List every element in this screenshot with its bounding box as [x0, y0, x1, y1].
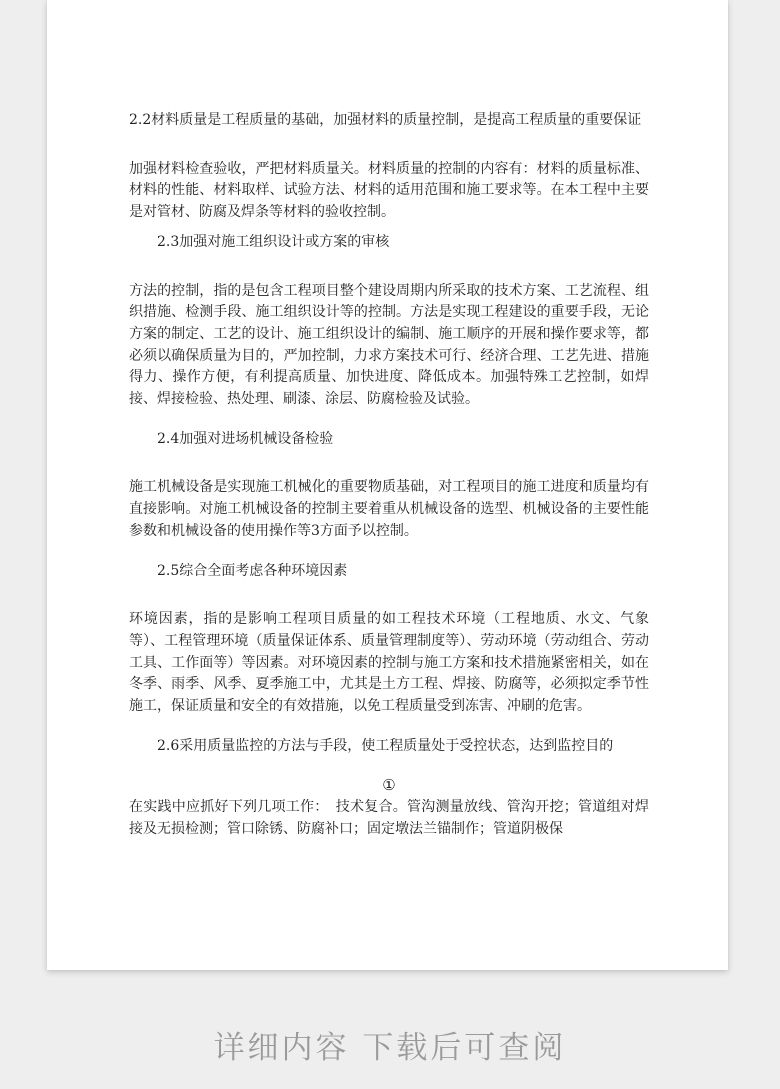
section-paragraph-2-3: 方法的控制，指的是包含工程项目整个建设周期内所采取的技术方案、工艺流程、组织措施、检测手段、施工组织设计等的控制。方法是实现工程建设的重要手段，无论方案的制定、工艺的设计、施工组织设计的编制、施工顺序的开展和操作要求等，都必须以确保质量为目的，严加控制，力求方案技术可行、经济合理、工艺先进、措施得力、操作方便，有利提高质量、加快进度、降低成本。加强特殊工艺控制，如焊接、焊接检验、热处理、刷漆、涂层、防腐检验及试验。: [129, 282, 649, 408]
circled-number-marker: ①: [382, 776, 396, 795]
section-heading-2-4: 2.4加强对进场机械设备检验: [157, 430, 334, 447]
section-paragraph-2-2: 加强材料检查验收，严把材料质量关。材料质量的控制的内容有：材料的质量标准、材料的性能、材料取样、试验方法、材料的适用范围和施工要求等。在本工程中主要是对管材、防腐及焊条等材料的验收控制。: [129, 160, 649, 221]
section-heading-2-5: 2.5综合全面考虑各种环境因素: [157, 562, 348, 579]
section-heading-2-6: 2.6采用质量监控的方法与手段，使工程质量处于受控状态，达到监控目的: [157, 737, 614, 754]
section-paragraph-2-6: 在实践中应抓好下列几项工作： 技术复合。管沟测量放线、管沟开挖；管道组对焊接及无损检测；管口除锈、防腐补口；固定墩法兰锚制作；管道阴极保: [129, 799, 649, 837]
section-paragraph-2-5: 环境因素，指的是影响工程项目质量的如工程技术环境（工程地质、水文、气象等）、工程管理环境（质量保证体系、质量管理制度等）、劳动环境（劳动组合、劳动工具、工作面等）等因素。对环境因素的控制与施工方案和技术措施紧密相关，如在冬季、雨季、风季、夏季施工中，尤其是土方工程、焊接、防腐等，必须拟定季节性施工，保证质量和安全的有效措施，以免工程质量受到冻害、冲刷的危害。: [129, 611, 649, 715]
section-paragraph-2-4: 施工机械设备是实现施工机械化的重要物质基础，对工程项目的施工进度和质量均有直接影响。对施工机械设备的控制主要着重从机械设备的选型、机械设备的主要性能参数和机械设备的使用操作等3方面予以控制。: [129, 479, 649, 539]
download-prompt: 详细内容 下载后可查阅: [213, 1030, 567, 1066]
document-body: [129, 110, 649, 841]
section-heading-2-3: 2.3加强对施工组织设计或方案的审核: [157, 233, 390, 250]
document-page: [47, 0, 728, 970]
section-heading-2-2: 2.2材料质量是工程质量的基础，加强材料的质量控制，是提高工程质量的重要保证: [129, 112, 642, 128]
